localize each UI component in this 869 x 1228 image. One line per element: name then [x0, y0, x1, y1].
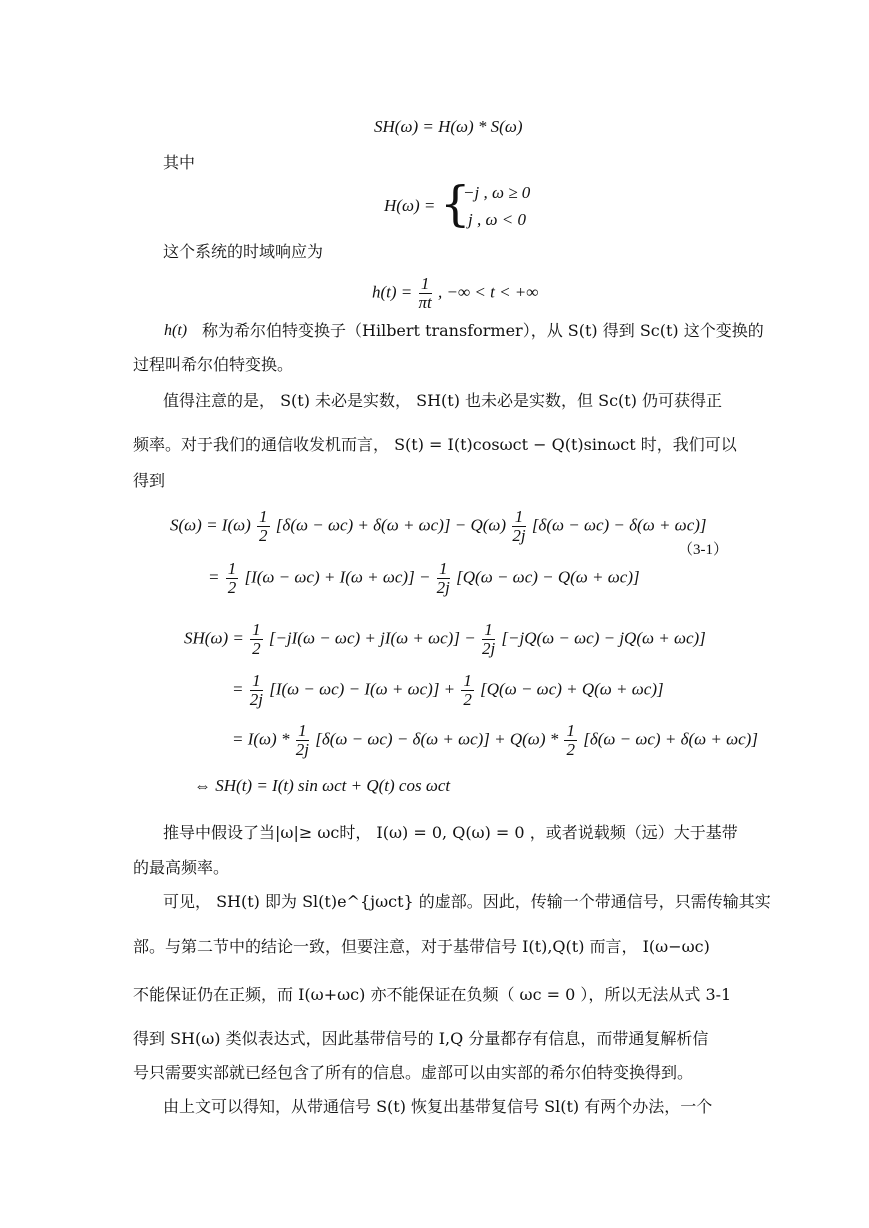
text-paragraph-2-line-2: 频率。对于我们的通信收发机而言， S(t) = I(t)cosωct − Q(t)sinωct 时，我们可以 — [133, 435, 737, 454]
fraction-numerator: 1 — [512, 508, 525, 527]
eq-part: [δ(ω − ωc) − δ(ω + ωc)] + Q(ω) * — [315, 729, 559, 749]
fraction-half — [461, 672, 474, 709]
fraction-denominator: 2j — [249, 690, 263, 709]
fraction-half — [564, 722, 577, 759]
fraction-one-over-2j — [482, 621, 495, 658]
fraction-denominator: 2 — [566, 740, 575, 759]
eq-part: = — [208, 567, 220, 587]
equation-h-case-2: j , ω < 0 — [468, 210, 526, 229]
eq-part: [δ(ω − ωc) − δ(ω + ωc)] — [531, 515, 707, 535]
eq-part: SH(ω) = — [184, 628, 244, 648]
text-paragraph-4-line-2: 部。与第二节中的结论一致，但要注意，对于基带信号 I(t),Q(t) 而言， I(ω−ωc) — [133, 937, 710, 956]
fraction-numerator: 1 — [259, 507, 268, 526]
equation-sh-t: ⇔ SH(t) = I(t) sin ωct + Q(t) cos ωct — [194, 776, 451, 795]
text-paragraph-3-line-2: 的最高频率。 — [133, 858, 230, 877]
fraction-denominator: 2 — [252, 639, 261, 658]
text-paragraph-4-line-3: 不能保证仍在正频，而 I(ω+ωc) 亦不能保证在负频（ ωc = 0 ），所以无法从式 3-1 — [133, 985, 732, 1004]
equation-h-case-1: −j , ω ≥ 0 — [463, 183, 531, 202]
fraction-one-over-2j — [250, 672, 263, 709]
text-time-response: 这个系统的时域响应为 — [163, 242, 324, 261]
equation-sh-line-2 — [232, 672, 664, 709]
fraction-denominator: 2 — [227, 578, 237, 597]
fraction-one-over-2j — [512, 508, 525, 545]
fraction-one-over-2j — [437, 560, 450, 597]
text-paragraph-2-line-3: 得到 — [133, 471, 166, 490]
text-paragraph-4-line-1: 可见， SH(t) 即为 Sl(t)e^{jωct} 的虚部。因此，传输一个带通信号，只需传输其实 — [163, 892, 771, 911]
fraction-numerator: 1 — [437, 560, 450, 579]
fraction-numerator: 1 — [566, 721, 575, 740]
fraction-half — [250, 621, 263, 658]
fraction-numerator: 1 — [252, 620, 261, 639]
eq-part: [δ(ω − ωc) + δ(ω + ωc)] − Q(ω) — [275, 515, 507, 535]
equation-h-omega-lhs: H(ω) = — [384, 196, 436, 215]
equation-sh-line-1 — [184, 621, 706, 658]
equation-h-t — [372, 275, 538, 312]
fraction-denominator: 2 — [259, 526, 268, 545]
eq-part: [I(ω − ωc) − I(ω + ωc)] + — [269, 679, 456, 699]
eq-part: [I(ω − ωc) + I(ω + ωc)] − — [244, 567, 431, 587]
fraction-denominator: 2j — [512, 526, 526, 545]
fraction-denominator: 2j — [295, 740, 309, 759]
text-paragraph-1-line-1: 称为希尔伯特变换子（Hilbert transformer），从 S(t) 得到 Sc(t) 这个变换的 — [202, 321, 764, 340]
brace-symbol: { — [440, 176, 471, 232]
eq-part: S(ω) = I(ω) — [170, 515, 251, 535]
eq-part: [δ(ω − ωc) + δ(ω + ωc)] — [583, 729, 758, 749]
text-paragraph-4-line-5: 号只需要实部就已经包含了所有的信息。虚部可以由实部的希尔伯特变换得到。 — [133, 1063, 694, 1082]
eq-part: = — [232, 679, 244, 699]
fraction-numerator: 1 — [227, 559, 237, 578]
fraction-numerator: 1 — [296, 722, 309, 741]
fraction-half — [226, 560, 239, 597]
equation-h-t-lhs: h(t) = — [372, 282, 413, 302]
eq-part: [−jI(ω − ωc) + jI(ω + ωc)] − — [268, 628, 476, 648]
fraction-denominator: πt — [418, 293, 432, 312]
equation-s-omega-line-2 — [208, 560, 640, 597]
eq-part: [Q(ω − ωc) − Q(ω + ωc)] — [456, 567, 640, 587]
text-qizhong: 其中 — [163, 153, 196, 172]
fraction-numerator: 1 — [419, 275, 432, 294]
inline-h-t: h(t) — [164, 322, 188, 339]
fraction-denominator: 2j — [481, 639, 496, 658]
equation-number-3-1: （3-1） — [678, 542, 728, 558]
eq-part: [Q(ω − ωc) + Q(ω + ωc)] — [480, 679, 664, 699]
text-paragraph-4-line-4: 得到 SH(ω) 类似表达式，因此基带信号的 I,Q 分量都存有信息，而带通复解析信 — [133, 1029, 709, 1048]
equation-s-omega-line-1 — [170, 508, 707, 545]
equation-h-t-rhs: , −∞ < t < +∞ — [438, 282, 539, 302]
fraction-denominator: 2 — [463, 690, 472, 709]
fraction-denominator: 2j — [436, 578, 450, 597]
fraction-numerator: 1 — [463, 671, 472, 690]
text-paragraph-3-line-1: 推导中假设了当|ω|≥ ωc时， I(ω) = 0, Q(ω) = 0 ，或者说载频（远）大于基带 — [163, 823, 738, 842]
eq-part: [−jQ(ω − ωc) − jQ(ω + ωc)] — [501, 628, 706, 648]
fraction-one-over-2j — [296, 722, 309, 759]
text-paragraph-1-line-2: 过程叫希尔伯特变换。 — [133, 355, 294, 374]
fraction-numerator: 1 — [250, 672, 263, 691]
fraction-half — [257, 508, 270, 545]
text-paragraph-5-line-1: 由上文可以得知，从带通信号 S(t) 恢复出基带复信号 Sl(t) 有两个办法，一个 — [163, 1097, 713, 1116]
eq-part: = I(ω) * — [232, 729, 290, 749]
equation-sh-line-3 — [232, 722, 758, 759]
fraction-numerator: 1 — [482, 621, 495, 640]
fraction-one-over-pi-t — [419, 275, 432, 312]
text-paragraph-2-line-1: 值得注意的是， S(t) 未必是实数， SH(t) 也未必是实数，但 Sc(t) 仍可获得正 — [163, 391, 723, 410]
equation-sh-omega: SH(ω) = H(ω) * S(ω) — [374, 117, 523, 136]
